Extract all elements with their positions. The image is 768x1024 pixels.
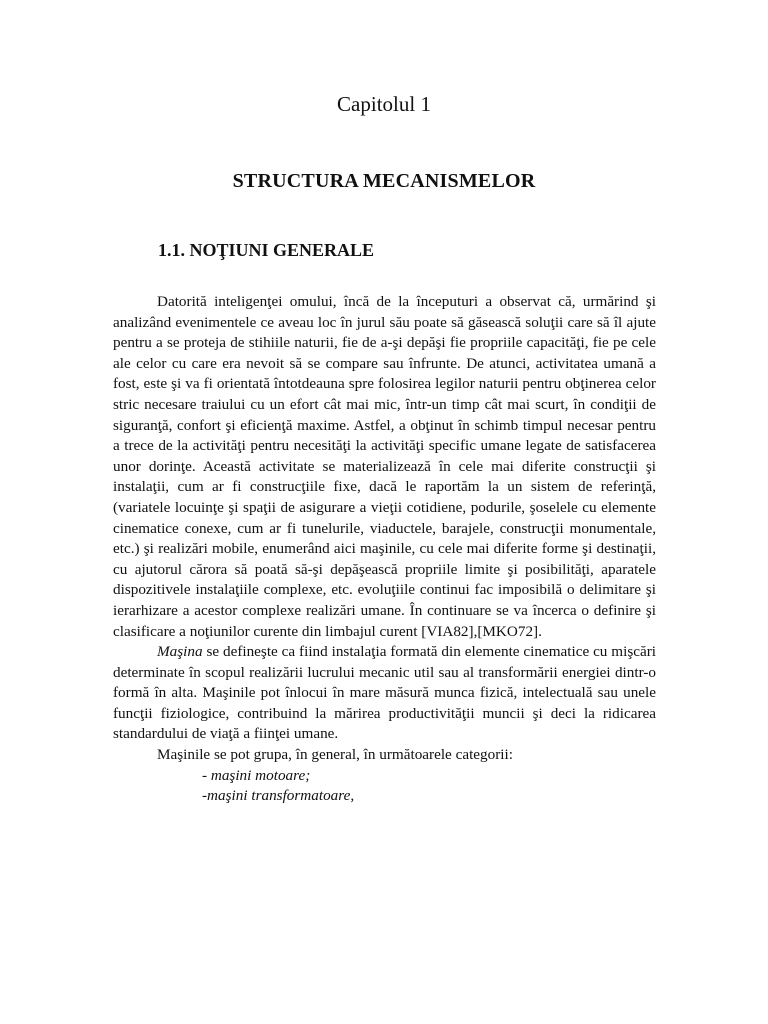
paragraph-machine-definition-text: se defineşte ca fiind instalaţia formată din elemente cinematice cu mişcări determinate în scopul realizării lucrului mecanic util sau al transformării energiei dintr-o formă în alta. Maşinile pot înlocui în mare măsură munca fizică, intelectuală sau unele funcţii fiziologice, contribuind la mărirea productivităţii muncii şi deci la ridicarea standardului de viaţă a fiinţei umane. xyxy=(113,643,656,743)
chapter-label: Capitolul 1 xyxy=(337,92,431,116)
body-text xyxy=(113,292,656,807)
paragraph-categories-intro: Maşinile se pot grupa, în general, în următoarele categorii: xyxy=(157,746,513,764)
chapter-title: STRUCTURA MECANISMELOR xyxy=(232,170,536,192)
list-item-motor-machines: - maşini motoare; xyxy=(202,766,311,784)
section-heading: 1.1. NOŢIUNI GENERALE xyxy=(158,240,375,260)
list-item-transformer-machines: -maşini transformatoare, xyxy=(202,787,355,805)
term-masina: Maşina xyxy=(157,643,203,661)
paragraph-machine-definition xyxy=(113,642,656,745)
paragraph-introduction: Datorită inteligenţei omului, încă de la începuturi a observat că, urmărind şi analizând evenimentele ce aveau loc în jurul său poate să găsească soluţii care să îl ajute pentru a se proteja de stihiile naturii, fie de a-şi depăşi fie propriile capacităţi, fie pe cele ale celor cu care era nevoit să se compare sau înfrunte. De atunci, activitatea umană a fost, este şi va fi orientată întotdeauna spre folosirea legilor naturii pentru obţinerea celor stric necesare traiului cu un efort cât mai mic, într-un timp cât mai scurt, în condiţii de siguranţă, confort şi eficienţă maxime. Astfel, a obţinut în schimb timpul necesar pentru a trece de la activităţi pentru necesităţi la activităţi specific umane legate de satisfacerea unor dorinţe. Această activitate se materializează în cele mai diferite construcţii şi instalaţii, cum ar fi construcţiile fixe, dacă le raportăm la un sistem de referinţă, (variatele locuinţe şi spaţii de asigurare a vieţii cotidiene, podurile, şoselele cu elemente cinematice conexe, cum ar fi tunelurile, viaductele, barajele, construcţii monumentale, etc.) şi realizări mobile, enumerând aici maşinile, cu cele mai diferite forme şi destinaţii, cu ajutorul cărora să poată să-şi depăşească propriile limite şi posibilităţi, aparatele dispozitivele instalaţiile complexe, etc. evoluţiile continui fac imposibilă o delimitare şi ierarhizare a acestor complexe realizări umane. În continuare se va încerca o definire şi clasificare a noţiunilor curente din limbajul curent [VIA82],[MKO72]. xyxy=(113,293,656,640)
